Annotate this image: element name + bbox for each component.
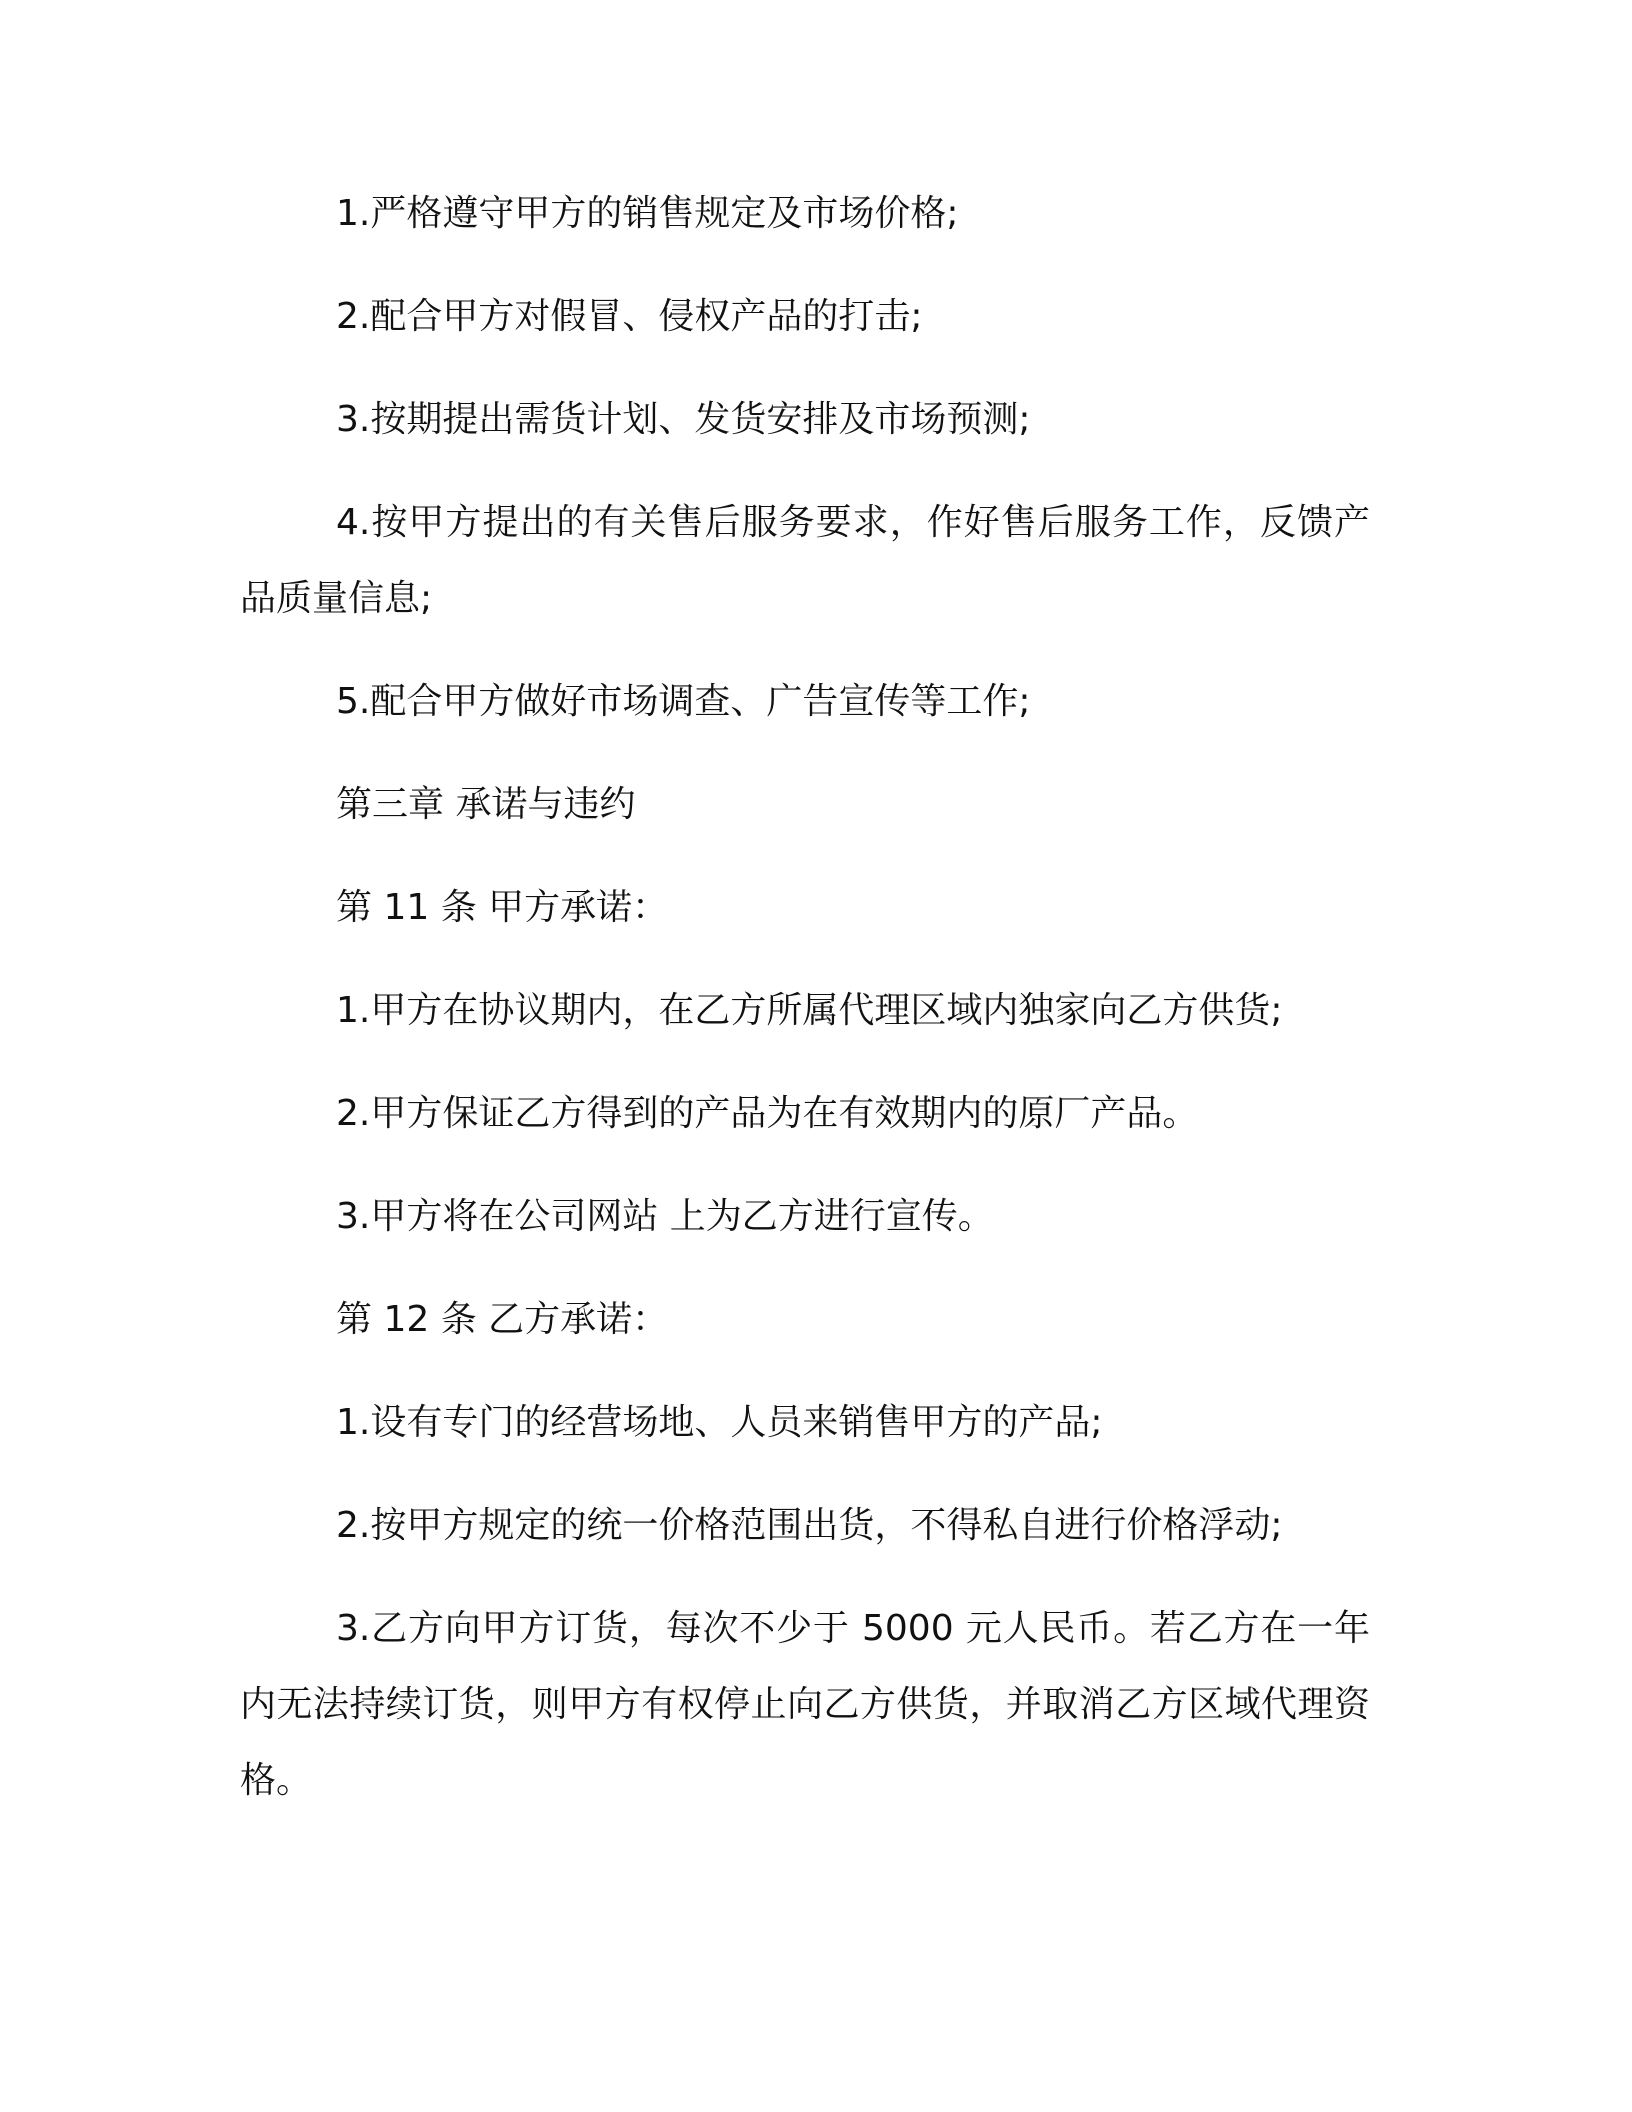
document-body [240, 176, 1370, 1819]
clause-item-party-b-obligation-4: 4.按甲方提出的有关售后服务要求，作好售后服务工作，反馈产品质量信息; [240, 502, 1370, 619]
clause-item-party-b-commitment-1: 1.设有专门的经营场地、人员来销售甲方的产品; [336, 1402, 1103, 1443]
chapter-heading: 第三章 承诺与违约 [336, 784, 636, 825]
clause-item-party-b-commitment-2: 2.按甲方规定的统一价格范围出货，不得私自进行价格浮动; [336, 1505, 1283, 1546]
article-heading-12: 第 12 条 乙方承诺： [336, 1299, 669, 1340]
clause-item-party-b-obligation-2: 2.配合甲方对假冒、侵权产品的打击; [336, 296, 923, 337]
clause-item-party-b-obligation-3: 3.按期提出需货计划、发货安排及市场预测; [336, 399, 1031, 440]
clause-item-party-a-commitment-3: 3.甲方将在公司网站 上为乙方进行宣传。 [336, 1196, 994, 1237]
article-heading-11: 第 11 条 甲方承诺： [336, 887, 669, 928]
clause-item-party-a-commitment-1: 1.甲方在协议期内，在乙方所属代理区域内独家向乙方供货; [336, 990, 1283, 1031]
clause-item-party-b-obligation-5: 5.配合甲方做好市场调查、广告宣传等工作; [336, 681, 1031, 722]
clause-item-party-b-commitment-3: 3.乙方向甲方订货，每次不少于 5000 元人民币。若乙方在一年内无法持续订货，则甲方有权停止向乙方供货，并取消乙方区域代理资格。 [240, 1608, 1370, 1801]
clause-item-party-b-obligation-1: 1.严格遵守甲方的销售规定及市场价格; [336, 193, 959, 234]
clause-item-party-a-commitment-2: 2.甲方保证乙方得到的产品为在有效期内的原厂产品。 [336, 1093, 1199, 1134]
